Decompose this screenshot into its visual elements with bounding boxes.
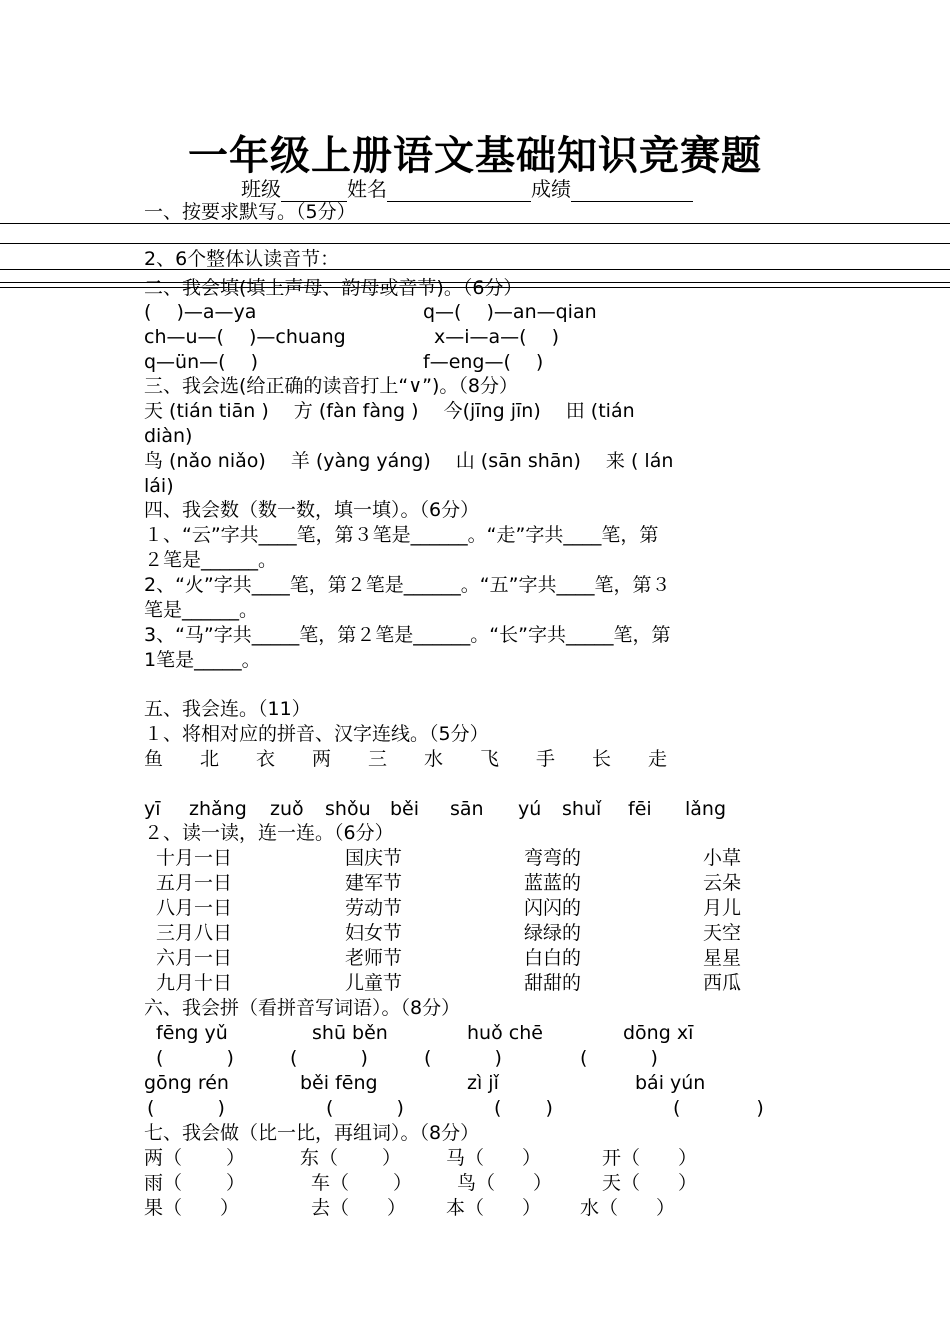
answer-bracket: ( ): [147, 1097, 225, 1119]
date-item: 十月一日: [156, 847, 233, 869]
pinyin-item: sān: [450, 798, 484, 820]
char-item: 三: [368, 748, 388, 770]
char-item: 衣: [256, 748, 276, 770]
writing-rule: [0, 243, 950, 244]
section-5-sub-2: ２、读一读，连一连。（6分）: [144, 822, 394, 844]
score-label: 成绩: [531, 177, 571, 201]
noun-item: 月儿: [703, 897, 742, 919]
stroke-question: 2、“火”字共____笔，第２笔是______。“五”字共____笔，第３: [144, 574, 671, 596]
adjective-item: 蓝蓝的: [524, 872, 582, 894]
class-label: 班级: [241, 177, 281, 201]
char-item: 鱼: [144, 748, 164, 770]
pinyin-item: fēi: [628, 798, 652, 820]
char-item: 北: [200, 748, 220, 770]
pinyin-item: běi: [390, 798, 420, 820]
stroke-question: 1笔是_____。: [144, 649, 261, 671]
fill-item: q—( )—an—qian: [423, 301, 597, 323]
adjective-item: 甜甜的: [524, 972, 582, 994]
section-1-clipped-line: 2、6个整体认读音节：: [144, 248, 340, 270]
festival-item: 老师节: [345, 947, 403, 969]
pinyin-word: gōng rén: [144, 1072, 229, 1094]
noun-item: 西瓜: [703, 972, 742, 994]
festival-item: 妇女节: [345, 922, 403, 944]
word-group-item: 车（ ）: [311, 1172, 413, 1194]
festival-item: 儿童节: [345, 972, 403, 994]
char-item: 手: [536, 748, 556, 770]
choice-line: lái): [144, 475, 174, 497]
word-group-item: 马（ ）: [446, 1147, 542, 1169]
fill-item: ch—u—( )—chuang: [144, 326, 346, 348]
stroke-question: 3、“马”字共_____笔，第２笔是______。“长”字共_____笔，第: [144, 624, 671, 646]
section-7-heading: 七、我会做（比一比，再组词）。（8分）: [144, 1122, 480, 1144]
date-item: 三月八日: [156, 922, 233, 944]
noun-item: 小草: [703, 847, 742, 869]
choice-line: 鸟 (nǎo niǎo) 羊 (yàng yáng) 山 (sān shān) 来 ( lán: [144, 450, 674, 472]
pinyin-item: shǒu: [325, 798, 371, 820]
word-group-item: 本（ ）: [446, 1197, 542, 1219]
section-2-heading: 二、我会填(填上声母、韵母或音节)。（6分）: [144, 277, 523, 299]
class-blank: [281, 181, 347, 202]
name-label: 姓名: [347, 177, 387, 201]
festival-item: 劳动节: [345, 897, 403, 919]
adjective-item: 绿绿的: [524, 922, 582, 944]
word-group-item: 水（ ）: [580, 1197, 676, 1219]
char-item: 走: [648, 748, 668, 770]
stroke-question: 笔是______。: [144, 599, 259, 621]
answer-bracket: ( ): [326, 1097, 404, 1119]
noun-item: 天空: [703, 922, 742, 944]
writing-rule: [0, 269, 950, 270]
choice-line: diàn): [144, 425, 193, 447]
char-item: 两: [312, 748, 332, 770]
pinyin-word: fēng yǔ: [156, 1022, 228, 1044]
word-group-item: 果（ ）: [144, 1197, 240, 1219]
answer-bracket: ( ): [156, 1047, 234, 1069]
stroke-question: １、“云”字共____笔，第３笔是______。“走”字共____笔，第: [144, 524, 659, 546]
fill-item: f—eng—( ): [423, 351, 544, 373]
festival-item: 国庆节: [345, 847, 403, 869]
pinyin-item: zuǒ: [270, 798, 304, 820]
student-info-line: [241, 173, 693, 202]
pinyin-word: shū běn: [312, 1022, 388, 1044]
word-group-item: 天（ ）: [602, 1172, 698, 1194]
choice-line: 天 (tián tiān ) 方 (fàn fàng ) 今(jīng jīn) 田 (tián: [144, 400, 635, 422]
word-group-item: 去（ ）: [311, 1197, 407, 1219]
stroke-question: ２笔是______。: [144, 549, 278, 571]
pinyin-word: dōng xī: [623, 1022, 694, 1044]
section-1-heading: 一、按要求默写。（5分）: [144, 201, 356, 223]
fill-item: ( )—a—ya: [144, 301, 257, 323]
score-blank: [571, 181, 693, 202]
section-5-heading: 五、我会连。（11）: [144, 698, 311, 720]
date-item: 八月一日: [156, 897, 233, 919]
word-group-item: 东（ ）: [300, 1147, 402, 1169]
answer-bracket: ( ): [673, 1097, 764, 1119]
pinyin-word: zì jǐ: [467, 1072, 499, 1094]
adjective-item: 弯弯的: [524, 847, 582, 869]
pinyin-word: bái yún: [635, 1072, 706, 1094]
char-item: 长: [592, 748, 612, 770]
adjective-item: 白白的: [524, 947, 582, 969]
page-title: 一年级上册语文基础知识竞赛题: [188, 132, 762, 179]
fill-item: q—ün—( ): [144, 351, 259, 373]
answer-bracket: ( ): [424, 1047, 502, 1069]
pinyin-item: yú: [518, 798, 542, 820]
word-group-item: 鸟（ ）: [457, 1172, 553, 1194]
char-item: 飞: [480, 748, 500, 770]
date-item: 六月一日: [156, 947, 233, 969]
festival-item: 建军节: [345, 872, 403, 894]
pinyin-word: huǒ chē: [467, 1022, 543, 1044]
word-group-item: 开（ ）: [602, 1147, 698, 1169]
section-3-heading: 三、我会选(给正确的读音打上“∨”)。（8分）: [144, 375, 519, 397]
date-item: 九月十日: [156, 972, 233, 994]
answer-bracket: ( ): [580, 1047, 658, 1069]
noun-item: 云朵: [703, 872, 742, 894]
date-item: 五月一日: [156, 872, 233, 894]
name-blank: [387, 181, 531, 202]
char-item: 水: [424, 748, 444, 770]
answer-bracket: ( ): [290, 1047, 368, 1069]
pinyin-word: běi fēng: [300, 1072, 378, 1094]
adjective-item: 闪闪的: [524, 897, 582, 919]
pinyin-item: yī: [144, 798, 161, 820]
answer-bracket: ( ): [494, 1097, 553, 1119]
pinyin-item: zhǎng: [189, 798, 247, 820]
writing-rule: [0, 223, 950, 224]
pinyin-item: shuǐ: [562, 798, 602, 820]
word-group-item: 雨（ ）: [144, 1172, 246, 1194]
section-6-heading: 六、我会拼（看拼音写词语）。（8分）: [144, 997, 461, 1019]
pinyin-item: lǎng: [685, 798, 727, 820]
word-group-item: 两（ ）: [144, 1147, 246, 1169]
section-5-sub-1: １、将相对应的拼音、汉字连线。（5分）: [144, 723, 489, 745]
fill-item: x—i—a—( ): [434, 326, 560, 348]
section-4-heading: 四、我会数（数一数，填一填）。（6分）: [144, 499, 480, 521]
noun-item: 星星: [703, 947, 742, 969]
